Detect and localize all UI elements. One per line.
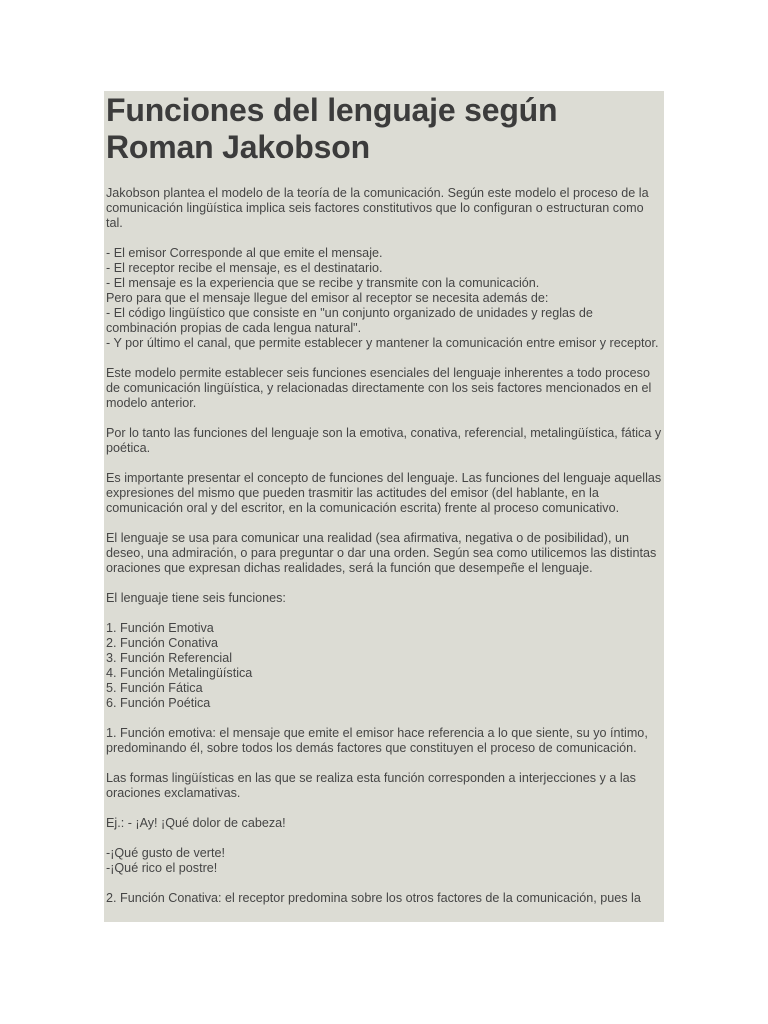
paragraph-factors: - El emisor Corresponde al que emite el mensaje. - El receptor recibe el mensaje, es el destinatario. - El mensaje es la experiencia que se recibe y transmite con la comunicación. Pero para que el mensaje llegue del emisor al receptor se necesita además de: - El código lingüístico que consiste en "un conjunto organizado de unidades y reglas de combinación propias de cada lengua natural". - Y por último el canal, que permite establecer y mantener la comunicación entre emisor y receptor. [106,246,659,350]
paragraph-model: Este modelo permite establecer seis funciones esenciales del lenguaje inherentes a todo proceso de comunicación lingüística, y relacionadas directamente con los seis factores mencionados en el modelo anterior. [106,366,652,410]
paragraph-example: Ej.: - ¡Ay! ¡Qué dolor de cabeza! [106,816,286,830]
paragraph-functions-summary: Por lo tanto las funciones del lenguaje son la emotiva, conativa, referencial, metalingüística, fática y poética. [106,426,662,455]
paragraph-usage: El lenguaje se usa para comunicar una realidad (sea afirmativa, negativa o de posibilidad), un deseo, una admiración, o para preguntar o dar una orden. Según sea como utilicemos las distintas oraciones que expresan dichas realidades, será la función que desempeñe el lenguaje. [106,531,657,575]
functions-list: 1. Función Emotiva 2. Función Conativa 3. Función Referencial 4. Función Metalingüística 5. Función Fática 6. Función Poética [106,621,253,710]
paragraph-emotive: 1. Función emotiva: el mensaje que emite el emisor hace referencia a lo que siente, su yo íntimo, predominando él, sobre todos los demás factores que constituyen el proceso de comunicación. [106,726,648,755]
paragraph-conative: 2. Función Conativa: el receptor predomina sobre los otros factores de la comunicación, pues la [106,891,641,905]
document-body [106,186,662,906]
document-content [104,91,664,922]
paragraph-linguistic-forms: Las formas lingüísticas en las que se realiza esta función corresponden a interjecciones y a las oraciones exclamativas. [106,771,636,800]
paragraph-exclamations: -¡Qué gusto de verte! -¡Qué rico el postre! [106,846,226,875]
paragraph-intro: Jakobson plantea el modelo de la teoría de la comunicación. Según este modelo el proceso de la comunicación lingüística implica seis factores constitutivos que lo configuran o estructuran como tal. [106,186,649,230]
paragraph-concept: Es importante presentar el concepto de funciones del lenguaje. Las funciones del lenguaje aquellas expresiones del mismo que pueden trasmitir las actitudes del emisor (del hablante, en la comunicación oral y del escritor, en la comunicación escrita) frente al proceso comunicativo. [106,471,662,515]
document-title: Funciones del lenguaje según Roman Jakobson [106,92,558,165]
paragraph-six-functions-intro: El lenguaje tiene seis funciones: [106,591,286,605]
